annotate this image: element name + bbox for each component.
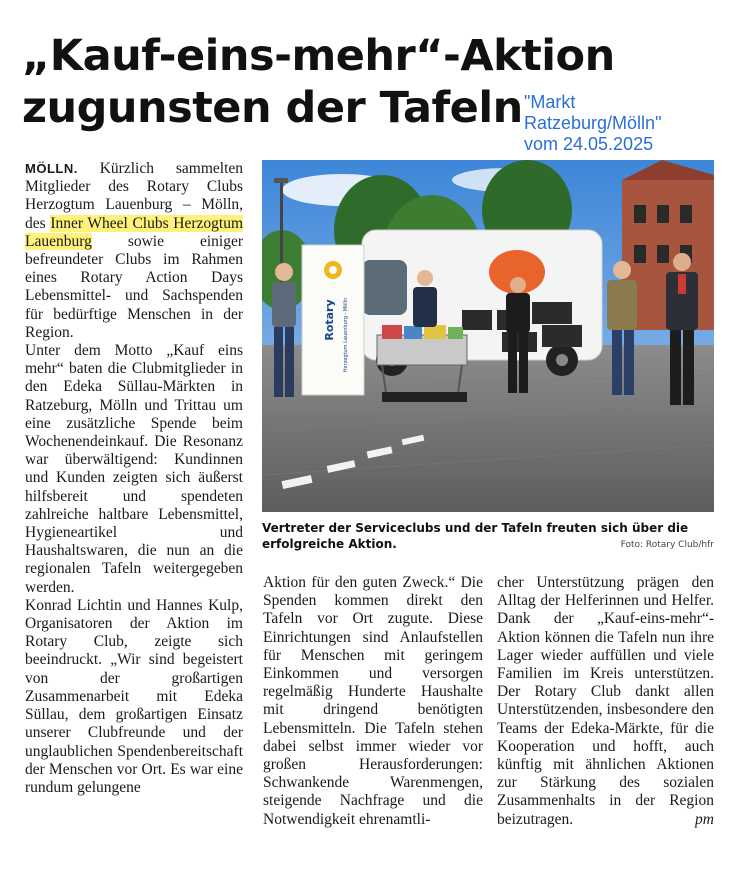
column-2-text: Aktion für den guten Zweck.“ Die Spenden kommen direkt den Tafeln vor Ort zugute. Diese Einrichtungen sind Anlaufstellen für Menschen mit geringem Einkommen und versorgen regelmäßig Hunderte Haushalte mit dringend benötigten Lebensmitteln. Die Tafeln stehen dabei selbst immer wieder vor großen Herausforderungen: Schwankende Warenmengen, steigende Nachfrage und die Notwendigkeit ehrenamtli- <box>263 574 483 828</box>
article-paragraph-3: Konrad Lichtin und Hannes Kulp, Organisatoren der Aktion im Rotary Club, zeigte sich beeindruckt. „Wir sind begeistert von der großartigen Zusammenarbeit mit Edeka Süllau, dem großartigen Einsatz unserer Clubfreunde und der unglaublichen Spendenbereitschaft der Menschen vor Ort. Es war eine rundum gelungene <box>25 596 243 796</box>
author-signature: pm <box>695 810 714 828</box>
highlighted-club-name: Inner Wheel Clubs Herzogtum Lauenburg <box>25 214 243 250</box>
banner-subtext: Herzogtum Lauenburg - Mölln <box>343 297 349 373</box>
column-3-body: cher Unterstützung prägen den Alltag der Helferinnen und Helfer. Dank der „Kauf-eins-mehr“-Aktion können die Tafeln nun ihre Lager wieder auffüllen und viele Familien im Kreis unterstützen. Der Rotary Club dankt allen Unterstützenden, insbesondere den Teams der Edeka-Märkte, für die Kooperation und hofft, auch künftig mit ähnlichen Aktionen zur Stärkung des sozialen Zusammenhalts in der Region beizutragen. <box>497 574 714 828</box>
article-column-2 <box>263 574 483 829</box>
headline-line-2: zugunsten der Tafeln <box>22 83 523 133</box>
source-note-line-3: vom 24.05.2025 <box>524 134 654 154</box>
photo-illustration <box>262 160 714 512</box>
column-3-text <box>497 574 714 829</box>
article-column-3 <box>497 574 714 829</box>
photo-credit: Foto: Rotary Club/hfr <box>620 540 714 550</box>
article-paragraph-1 <box>25 160 243 342</box>
photo-caption: Vertreter der Serviceclubs und der Tafeln freuten sich über die erfolgreiche Aktion. <box>262 521 689 551</box>
source-note-line-2: Ratzeburg/Mölln" <box>524 113 662 133</box>
article-photo <box>262 160 714 512</box>
article-paragraph-2: Unter dem Motto „Kauf eins mehr“ baten die Clubmitglieder in den Edeka Süllau-Märkten in Ratzeburg, Mölln und Trittau um eine zusätzliche Spende beim Wochenendeinkauf. Die Resonanz war überwältigend: Kundinnen und Kunden zeigten sich äußerst hilfsbereit und spendeten zahlreiche haltbare Lebensmittel, Hygieneartikel und Haushaltswaren, die nun an die regionalen Tafeln weitergegeben werden. <box>25 342 243 596</box>
dateline: MÖLLN. <box>25 161 78 176</box>
source-note-line-1: "Markt <box>524 92 576 112</box>
paragraph-1-text-b: sowie einiger befreundeter Clubs im Rahmen eines Rotary Action Days Lebensmittel- und Sachspenden für bedürftige Menschen in der Region. <box>25 232 243 341</box>
banner-rotary-text: Rotary <box>323 299 336 341</box>
article-column-1 <box>25 160 243 797</box>
headline-line-1: „Kauf-eins-mehr“-Aktion <box>22 31 615 81</box>
source-note <box>524 92 661 155</box>
paragraph-1-text-a: Kürzlich sammelten Mitglieder des Rotary Clubs Herzogtum Lauenburg – Mölln, des <box>25 160 244 232</box>
